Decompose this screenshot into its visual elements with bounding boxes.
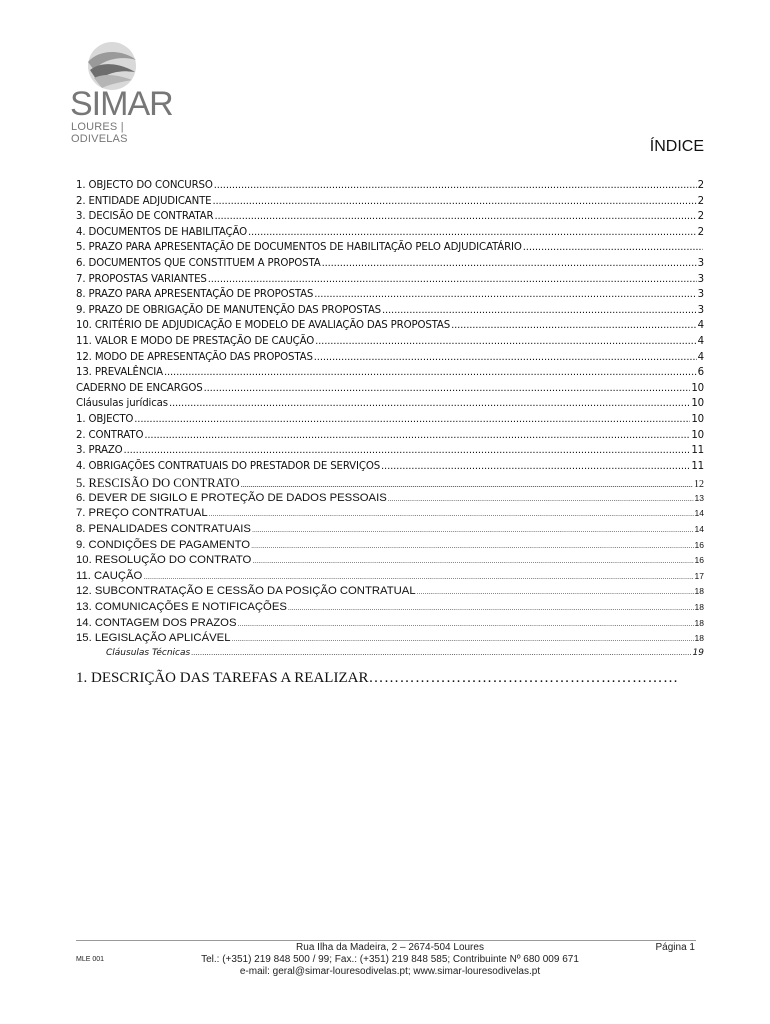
toc-entry[interactable] bbox=[76, 585, 704, 601]
toc-entry-title: 14. CONTAGEM DOS PRAZOS bbox=[76, 616, 237, 629]
toc-dot-leader bbox=[248, 227, 697, 238]
toc-entry-title: 2. CONTRATO bbox=[76, 429, 144, 441]
toc-entry-title: 7. PREÇO CONTRATUAL bbox=[76, 507, 208, 520]
toc-entry-title: 12. MODO DE APRESENTAÇÃO DAS PROPOSTAS bbox=[76, 351, 313, 363]
toc-entry-page: 19 bbox=[692, 647, 704, 658]
toc-dot-leader bbox=[164, 367, 697, 378]
toc-dot-leader bbox=[143, 574, 693, 581]
footer-contacts: e-mail: geral@simar-louresodivelas.pt; www.simar-louresodivelas.pt bbox=[239, 966, 541, 977]
toc-dot-leader bbox=[314, 289, 696, 300]
toc-entry-page: 11 bbox=[691, 445, 704, 457]
toc-dot-leader bbox=[252, 527, 694, 534]
toc-dot-leader bbox=[214, 180, 697, 191]
toc-entry-page: 6 bbox=[697, 367, 704, 379]
toc-entry[interactable] bbox=[76, 507, 704, 523]
toc-entry-page: 11 bbox=[691, 460, 704, 472]
toc-entry-page: 2 bbox=[697, 180, 704, 191]
toc-dot-leader bbox=[212, 196, 696, 207]
toc-entry-page: 14 bbox=[694, 508, 704, 519]
toc-entry-title: 1. OBJECTO bbox=[76, 413, 134, 425]
toc-entry-page: 18 bbox=[694, 633, 704, 644]
toc-dot-leader bbox=[252, 558, 693, 565]
toc-entry-page: 4 bbox=[697, 320, 704, 332]
toc-entry[interactable] bbox=[76, 336, 704, 352]
toc-dot-leader bbox=[231, 636, 693, 643]
toc-dot-leader bbox=[124, 445, 691, 456]
toc-entry-page: 4 bbox=[697, 351, 704, 363]
toc-dot-leader bbox=[322, 258, 697, 269]
toc-entry-page: 17 bbox=[694, 570, 704, 581]
toc-entry[interactable] bbox=[76, 352, 704, 368]
toc-entry[interactable] bbox=[76, 461, 704, 477]
toc-entry-page: 18 bbox=[694, 586, 704, 597]
toc-entry[interactable] bbox=[76, 367, 704, 383]
toc-entry-page: 2 bbox=[697, 211, 704, 223]
logo-wordmark: SIMAR bbox=[70, 85, 173, 123]
toc-entry-page: 16 bbox=[694, 555, 704, 566]
toc-entry-title: 8. PENALIDADES CONTRATUAIS bbox=[76, 523, 251, 536]
toc-entry-page: 16 bbox=[694, 539, 704, 550]
toc-entry-title: 13. PREVALÊNCIA bbox=[76, 367, 163, 379]
toc-dot-leader bbox=[382, 305, 697, 316]
footer-address: Rua Ilha da Madeira, 2 – 2674-504 Loures bbox=[296, 942, 484, 953]
toc-dot-leader bbox=[523, 242, 703, 253]
toc-dot-leader bbox=[315, 336, 697, 347]
toc-dot-leader bbox=[144, 430, 690, 441]
toc-entry[interactable] bbox=[76, 476, 704, 492]
index-heading: ÍNDICE bbox=[649, 138, 704, 155]
toc-entry-page: 2 bbox=[697, 226, 704, 238]
footer-phones: Tel.: (+351) 219 848 500 / 99; Fax.: (+351) 219 848 585; Contribuinte Nº 680 009 671 bbox=[201, 954, 579, 965]
toc-entry[interactable] bbox=[76, 180, 704, 196]
toc-entry-title: 4. DOCUMENTOS DE HABILITAÇÃO bbox=[76, 226, 247, 238]
toc-entry-page: 10 bbox=[691, 413, 704, 425]
toc-entry-title: 5. RESCISÃO DO CONTRATO bbox=[76, 476, 240, 491]
toc-entry[interactable] bbox=[76, 554, 704, 570]
toc-entry-title: 10. RESOLUÇÃO DO CONTRATO bbox=[76, 554, 252, 567]
toc-entry[interactable] bbox=[76, 289, 704, 305]
toc-dot-leader bbox=[381, 461, 690, 472]
toc-entry-title: 6. DOCUMENTOS QUE CONSTITUEM A PROPOSTA bbox=[76, 257, 321, 269]
toc-dot-leader bbox=[204, 383, 691, 394]
toc-entry-page: 13 bbox=[694, 492, 704, 503]
toc-entry[interactable] bbox=[76, 414, 704, 430]
toc-entry[interactable] bbox=[76, 398, 704, 414]
toc-entry[interactable] bbox=[76, 601, 704, 617]
toc-entry-title: 11. CAUÇÃO bbox=[76, 569, 143, 582]
document-code: MLE 001 bbox=[76, 956, 105, 963]
toc-dot-leader bbox=[209, 511, 694, 518]
toc-entry-page: 2 bbox=[697, 195, 704, 207]
toc-entry-page: 18 bbox=[694, 617, 704, 628]
toc-entry-page: 3 bbox=[697, 257, 704, 269]
toc-entry-title: 15. LEGISLAÇÃO APLICÁVEL bbox=[76, 632, 231, 645]
toc-entry-title: 1. OBJECTO DO CONCURSO bbox=[76, 180, 213, 191]
toc-entry-title: 8. PRAZO PARA APRESENTAÇÃO DE PROPOSTAS bbox=[76, 289, 314, 301]
toc-entry-page: 10 bbox=[691, 429, 704, 441]
toc-dot-leader bbox=[241, 480, 693, 489]
toc-entry-title: 4. OBRIGAÇÕES CONTRATUAIS DO PRESTADOR DE SERVIÇOS bbox=[76, 460, 381, 472]
toc-entry-title: 3. PRAZO bbox=[76, 445, 123, 457]
tasks-heading[interactable] bbox=[76, 670, 678, 687]
toc-entry-title: 3. DECISÃO DE CONTRATAR bbox=[76, 211, 214, 223]
toc-entry[interactable] bbox=[76, 648, 704, 664]
toc-dot-leader bbox=[214, 211, 696, 222]
toc-entry-title: 7. PROPOSTAS VARIANTES bbox=[76, 273, 207, 285]
toc-entry-title: CADERNO DE ENCARGOS bbox=[76, 382, 203, 394]
toc-entry-title: 5. PRAZO PARA APRESENTAÇÃO DE DOCUMENTOS DE HABILITAÇÃO PELO ADJUDICATÁRIO bbox=[76, 242, 522, 254]
toc-entry-title: 2. ENTIDADE ADJUDICANTE bbox=[76, 195, 212, 207]
toc-entry-title: 11. VALOR E MODO DE PRESTAÇÃO DE CAUÇÃO bbox=[76, 335, 315, 347]
tasks-heading-title: 1. DESCRIÇÃO DAS TAREFAS A REALIZAR bbox=[76, 670, 369, 686]
toc-dot-leader bbox=[451, 320, 697, 331]
toc-entry[interactable] bbox=[76, 305, 704, 321]
toc-entry-page: 3 bbox=[697, 289, 704, 301]
toc-dot-leader bbox=[134, 414, 690, 425]
toc-entry[interactable] bbox=[76, 258, 704, 274]
toc-dot-leader bbox=[169, 398, 690, 409]
toc-entry[interactable] bbox=[76, 617, 704, 633]
footer-divider bbox=[76, 940, 696, 941]
toc-entry-title: Cláusulas jurídicas bbox=[76, 398, 168, 410]
toc-entry-title: 6. DEVER DE SIGILO E PROTEÇÃO DE DADOS PESSOAIS bbox=[76, 491, 387, 504]
toc-entry-title: Cláusulas Técnicas bbox=[106, 647, 191, 658]
toc-entry[interactable] bbox=[76, 227, 704, 243]
toc-entry[interactable] bbox=[76, 430, 704, 446]
toc-dot-leader bbox=[251, 543, 693, 550]
toc-entry-title: 13. COMUNICAÇÕES E NOTIFICAÇÕES bbox=[76, 601, 287, 614]
toc-dot-leader bbox=[288, 605, 694, 612]
toc-entry[interactable] bbox=[76, 445, 704, 461]
toc-entry[interactable] bbox=[76, 320, 704, 336]
toc-entry[interactable] bbox=[76, 242, 704, 258]
toc-entry-page: 3 bbox=[697, 273, 704, 285]
toc-entry-page: 4 bbox=[697, 335, 704, 347]
toc-entry-title: 9. PRAZO DE OBRIGAÇÃO DE MANUTENÇÃO DAS PROPOSTAS bbox=[76, 304, 381, 316]
simar-logo bbox=[70, 40, 180, 145]
table-of-contents bbox=[76, 180, 704, 663]
toc-entry-page: 3 bbox=[697, 304, 704, 316]
toc-entry-title: 12. SUBCONTRATAÇÃO E CESSÃO DA POSIÇÃO CONTRATUAL bbox=[76, 585, 416, 598]
toc-entry-page: 12 bbox=[694, 479, 704, 491]
toc-entry-page: 10 bbox=[691, 398, 704, 410]
toc-entry[interactable] bbox=[76, 196, 704, 212]
toc-entry[interactable] bbox=[76, 570, 704, 586]
toc-dot-leader bbox=[208, 274, 697, 285]
toc-entry-page: 14 bbox=[694, 524, 704, 535]
toc-entry-page: 18 bbox=[694, 602, 704, 613]
toc-entry[interactable] bbox=[76, 492, 704, 508]
toc-dot-leader bbox=[417, 589, 694, 596]
toc-entry-title: 10. CRITÉRIO DE ADJUDICAÇÃO E MODELO DE AVALIAÇÃO DAS PROPOSTAS bbox=[76, 320, 451, 332]
toc-entry[interactable] bbox=[76, 383, 704, 399]
toc-entry[interactable] bbox=[76, 523, 704, 539]
toc-dot-leader bbox=[314, 352, 697, 363]
toc-entry[interactable] bbox=[76, 211, 704, 227]
toc-entry[interactable] bbox=[76, 632, 704, 648]
toc-entry[interactable] bbox=[76, 274, 704, 290]
toc-entry[interactable] bbox=[76, 539, 704, 555]
toc-entry-title: 9. CONDIÇÕES DE PAGAMENTO bbox=[76, 538, 251, 551]
toc-dot-leader bbox=[191, 649, 691, 657]
toc-dot-leader bbox=[237, 621, 693, 628]
toc-entry-page: 10 bbox=[691, 382, 704, 394]
toc-dot-leader bbox=[388, 496, 694, 503]
page-number: Página 1 bbox=[655, 942, 695, 953]
tasks-heading-leader: …………………………………………………… bbox=[368, 670, 679, 686]
logo-subtitle: LOURES | ODIVELAS bbox=[71, 121, 128, 145]
footer-contact-block bbox=[160, 942, 620, 978]
